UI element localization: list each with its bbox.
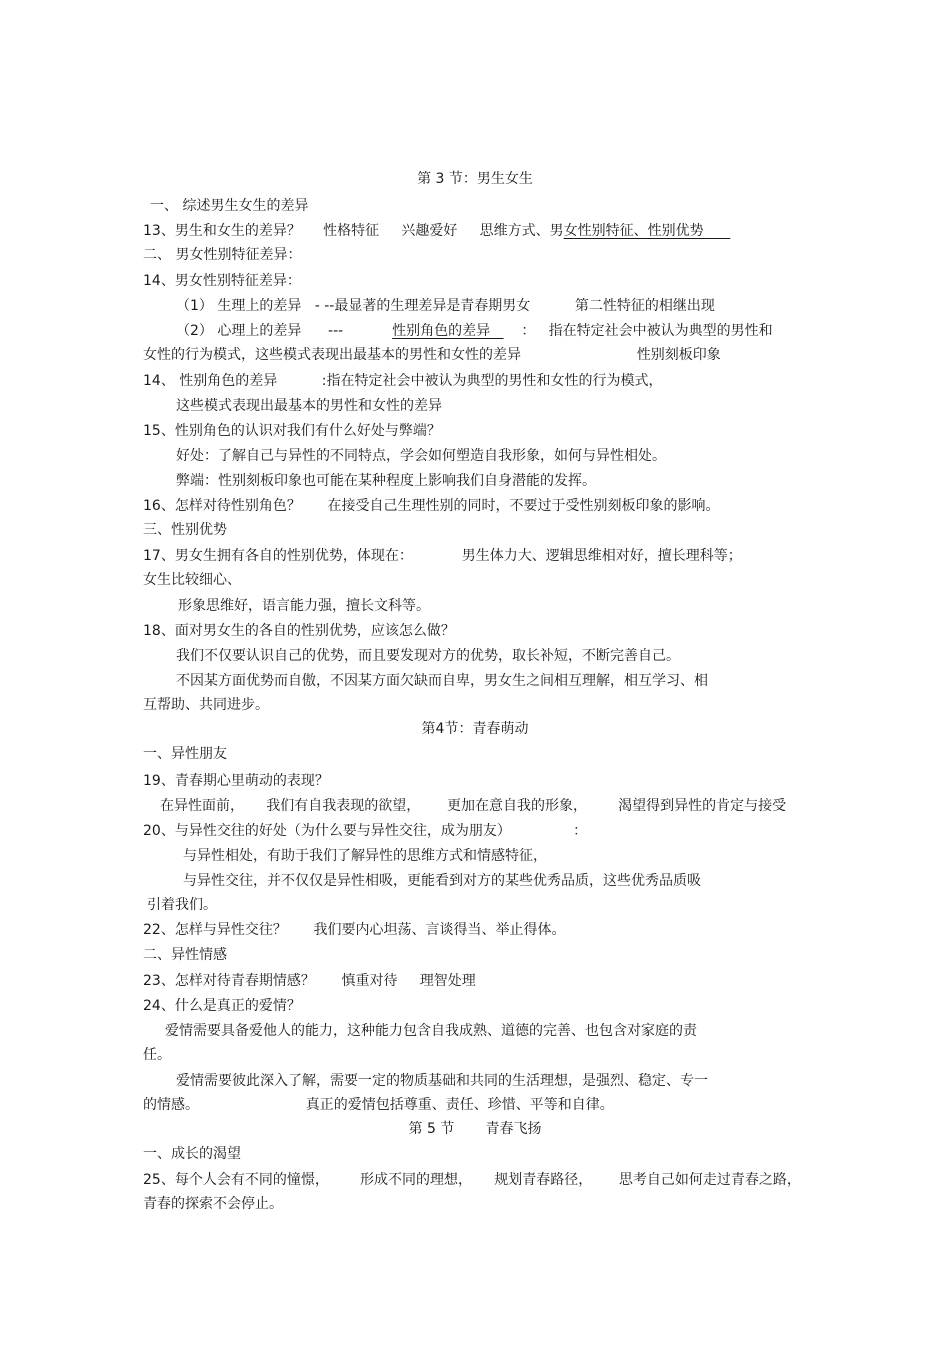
q17-cont-1: 女生比较细心、 — [143, 572, 241, 588]
s4-heading-1: 一、异性朋友 — [143, 746, 227, 762]
s4-heading-2: 二、异性情感 — [143, 947, 227, 963]
q24: 24、什么是真正的爱情？ — [143, 998, 301, 1014]
q15-good: 好处：了解自己与异性的不同特点，学会如何塑造自我形象，如何与异性相处。 — [176, 448, 666, 464]
q14-point-2-lead: （2） 心理上的差异 --- — [176, 323, 393, 339]
q14-point-2-tail: ： 指在特定社会中被认为典型的男性和 — [503, 323, 773, 339]
q13-text: 13、男生和女生的差异？ 性格特征 兴趣爱好 思维方式、男 — [143, 223, 564, 239]
q13-underlined: 女性别特征、性别优势 — [563, 223, 731, 239]
section-5-title: 第 5 节 青春飞扬 — [408, 1121, 542, 1137]
q20-a: 与异性相处，有助于我们了解异性的思维方式和情感特征， — [183, 848, 547, 864]
q25-b: 青春的探索不会停止。 — [143, 1196, 283, 1212]
q13 — [143, 222, 730, 240]
q18-a: 我们不仅要认识自己的优势，而且要发现对方的优势，取长补短，不断完善自己。 — [176, 648, 680, 664]
section-3-title: 第 3 节：男生女生 — [417, 171, 533, 187]
q17: 17、男女生拥有各自的性别优势，体现在： 男生体力大、逻辑思维相对好，擅长理科等； — [143, 548, 742, 564]
q18-b: 不因某方面优势而自傲，不因某方面欠缺而自卑，男女生之间相互理解，相互学习、相 — [176, 673, 708, 689]
q24-b: 任。 — [143, 1047, 171, 1063]
q19: 19、青春期心里萌动的表现？ — [143, 773, 329, 789]
q24-d: 的情感。 真正的爱情包括尊重、责任、珍惜、平等和自律。 — [143, 1097, 614, 1113]
q17-cont-2: 形象思维好，语言能力强，擅长文科等。 — [178, 598, 430, 614]
q14-point-1: （1） 生理上的差异 - --最显著的生理差异是青春期男女 第二性特征的相继出现 — [176, 298, 715, 314]
section-4-title: 第4节：青春萌动 — [421, 721, 529, 737]
q14-b-cont: 这些模式表现出最基本的男性和女性的差异 — [176, 398, 442, 414]
s5-heading-1: 一、成长的渴望 — [143, 1146, 241, 1162]
q18-c: 互帮助、共同进步。 — [143, 697, 269, 713]
q14-point-2 — [176, 322, 773, 340]
q18: 18、面对男女生的各自的性别优势，应该怎么做？ — [143, 623, 455, 639]
q23: 23、怎样对待青春期情感？ 慎重对待 理智处理 — [143, 973, 476, 989]
s3-heading-1: 一、 综述男生女生的差异 — [150, 198, 309, 214]
q16: 16、怎样对待性别角色？ 在接受自己生理性别的同时，不要过于受性别刻板印象的影响。 — [143, 498, 720, 514]
q14-b: 14、 性别角色的差异 :指在特定社会中被认为典型的男性和女性的行为模式， — [143, 373, 663, 389]
q25: 25、每个人会有不同的憧憬， 形成不同的理想， 规划青春路径， 思考自己如何走过青春之路， — [143, 1172, 801, 1188]
q20-b: 与异性交往，并不仅仅是异性相吸，更能看到对方的某些优秀品质，这些优秀品质吸 — [183, 873, 701, 889]
q22: 22、怎样与异性交往？ 我们要内心坦荡、言谈得当、举止得体。 — [143, 922, 566, 938]
q24-a: 爱情需要具备爱他人的能力，这种能力包含自我成熟、道德的完善、也包含对家庭的责 — [165, 1023, 697, 1039]
q20-c: 引着我们。 — [147, 897, 217, 913]
q19-a: 在异性面前， 我们有自我表现的欲望， 更加在意自我的形象， 渴望得到异性的肯定与接受 — [160, 798, 787, 814]
q14-point-2-cont: 女性的行为模式，这些模式表现出最基本的男性和女性的差异 性别刻板印象 — [143, 347, 721, 363]
q24-c: 爱情需要彼此深入了解，需要一定的物质基础和共同的生活理想，是强烈、稳定、专一 — [176, 1073, 708, 1089]
s3-heading-2: 二、 男女性别特征差异： — [143, 247, 302, 263]
q14: 14、男女性别特征差异： — [143, 273, 301, 289]
q15: 15、性别角色的认识对我们有什么好处与弊端？ — [143, 423, 441, 439]
q20: 20、与异性交往的好处（为什么要与异性交往，成为朋友） ： — [143, 823, 588, 839]
q15-bad: 弊端：性别刻板印象也可能在某种程度上影响我们自身潜能的发挥。 — [176, 473, 596, 489]
q14-point-2-underlined: 性别角色的差异 — [392, 323, 504, 339]
s3-heading-3: 三、性别优势 — [143, 522, 227, 538]
